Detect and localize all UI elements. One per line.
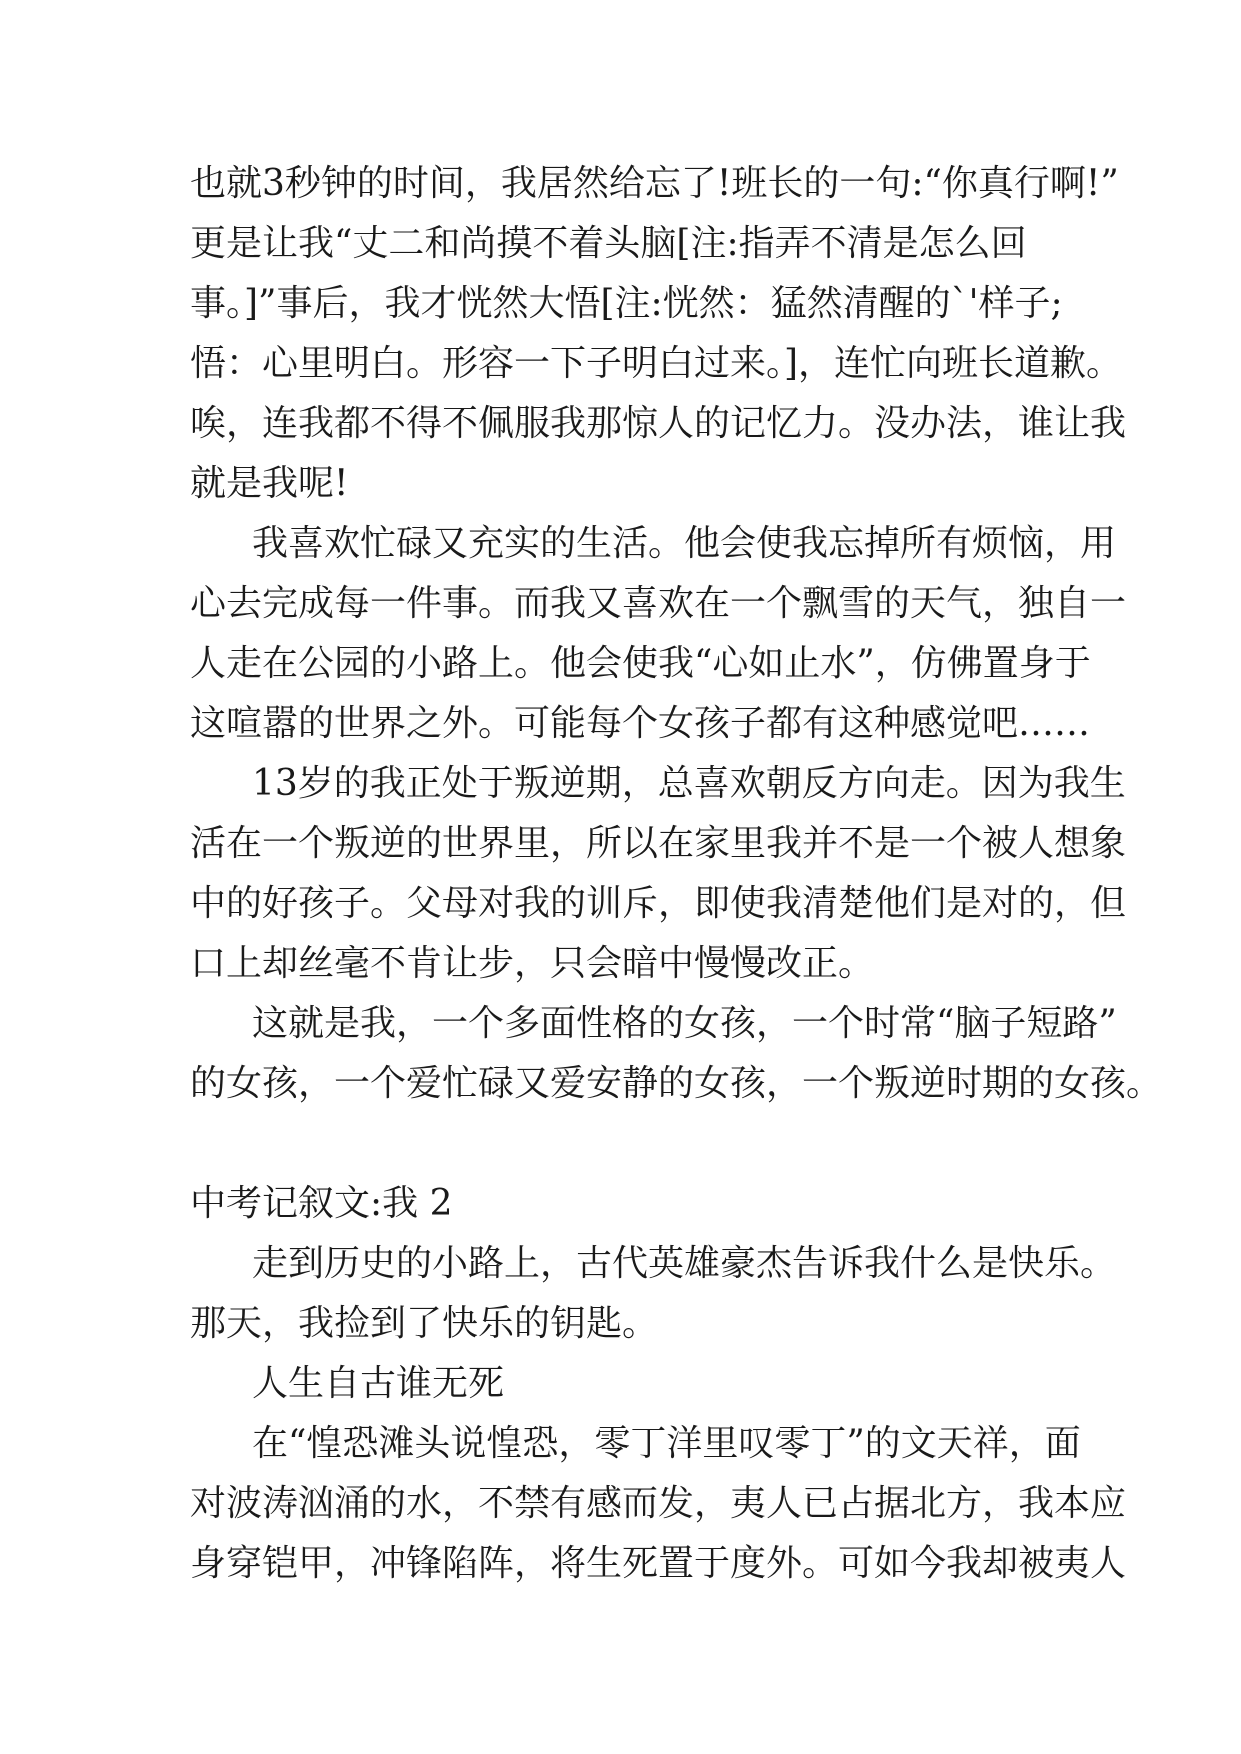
- text-line: 悟：心里明白。形容一下子明白过来。]，连忙向班长道歉。: [190, 343, 1123, 384]
- text-line: 更是让我“丈二和尚摸不着头脑[注:指弄不清是怎么回: [190, 223, 1027, 264]
- text-line: 唉，连我都不得不佩服我那惊人的记忆力。没办法，谁让我: [190, 403, 1127, 444]
- text-line: 的女孩，一个爱忙碌又爱安静的女孩，一个叛逆时期的女孩。: [190, 1063, 1163, 1104]
- text-line: 口上却丝毫不肯让步，只会暗中慢慢改正。: [190, 943, 875, 984]
- text-line: 就是我呢!: [190, 463, 349, 504]
- text-line: 那天，我捡到了快乐的钥匙。: [190, 1303, 659, 1344]
- text-line: 对波涛汹涌的水，不禁有感而发，夷人已占据北方，我本应: [190, 1483, 1127, 1524]
- text-line: 身穿铠甲，冲锋陷阵，将生死置于度外。可如今我却被夷人: [190, 1543, 1127, 1584]
- text-line: 走到历史的小路上，古代英雄豪杰告诉我什么是快乐。: [252, 1243, 1117, 1284]
- text-line: 这喧嚣的世界之外。可能每个女孩子都有这种感觉吧……: [190, 703, 1091, 744]
- text-line: 13岁的我正处于叛逆期，总喜欢朝反方向走。因为我生: [252, 763, 1126, 804]
- text-line: 中的好孩子。父母对我的训斥，即使我清楚他们是对的，但: [190, 883, 1127, 924]
- text-line: 活在一个叛逆的世界里，所以在家里我并不是一个被人想象: [190, 823, 1127, 864]
- text-line: 心去完成每一件事。而我又喜欢在一个飘雪的天气，独自一: [190, 583, 1127, 624]
- text-line: 事。]”事后，我才恍然大悟[注:恍然：猛然清醒的`'样子;: [190, 283, 1063, 324]
- text-line: 这就是我，一个多面性格的女孩，一个时常“脑子短路”: [252, 1003, 1117, 1044]
- subheading: 人生自古谁无死: [252, 1363, 505, 1404]
- section-title: 中考记叙文:我 2: [190, 1183, 453, 1224]
- text-line: 我喜欢忙碌又充实的生活。他会使我忘掉所有烦恼，用: [252, 523, 1117, 564]
- text-line: 也就3秒钟的时间，我居然给忘了!班长的一句:“你真行啊!”: [190, 163, 1119, 204]
- text-line: 人走在公园的小路上。他会使我“心如止水”，仿佛置身于: [190, 643, 1091, 684]
- text-line: 在“惶恐滩头说惶恐，零丁洋里叹零丁”的文天祥，面: [252, 1423, 1081, 1464]
